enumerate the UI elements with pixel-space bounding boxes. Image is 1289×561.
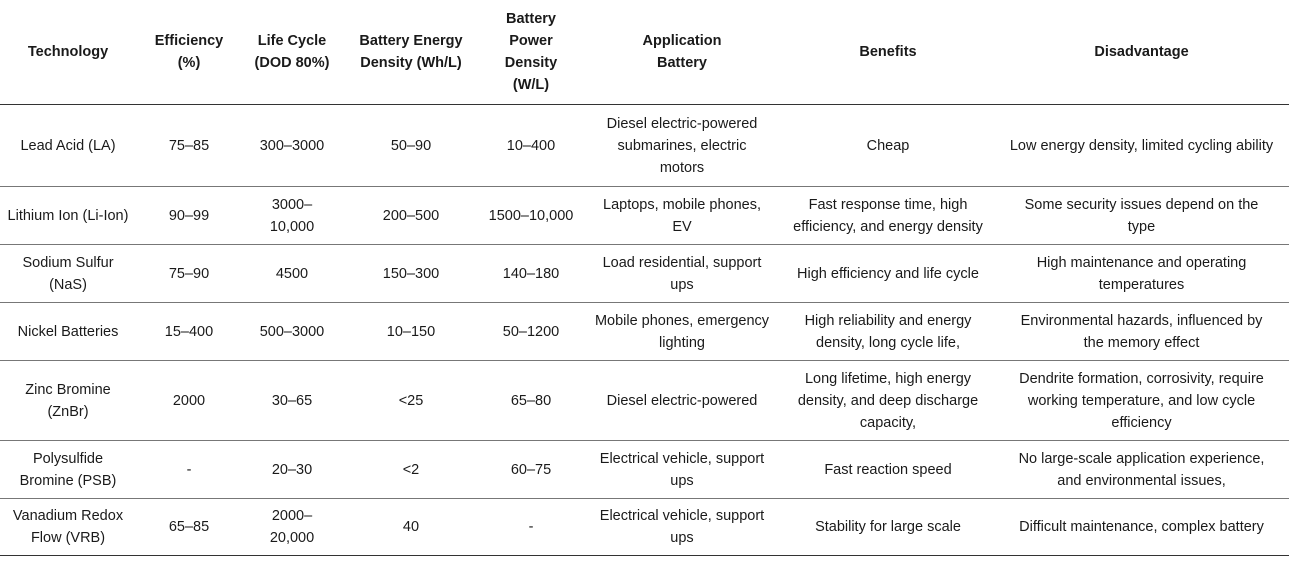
header-line: Battery Energy bbox=[359, 33, 463, 49]
cell-technology bbox=[0, 499, 136, 556]
cell-application bbox=[582, 361, 782, 441]
cell-line: Polysulfide bbox=[32, 450, 104, 467]
cell-line: 1500–10,000 bbox=[488, 207, 574, 224]
cell-line: 10–150 bbox=[386, 323, 436, 340]
cell-line: 40 bbox=[402, 519, 420, 535]
cell-power-density bbox=[480, 303, 582, 361]
cell-line: type bbox=[1127, 218, 1156, 235]
cell-energy-density bbox=[342, 303, 480, 361]
header-line: (W/L) bbox=[512, 77, 550, 93]
cell-line: capacity, bbox=[859, 414, 917, 431]
cell-efficiency bbox=[136, 303, 242, 361]
cell-application bbox=[582, 303, 782, 361]
header-energy-density bbox=[342, 0, 480, 105]
cell-energy-density bbox=[342, 441, 480, 499]
cell-line: - bbox=[186, 461, 192, 478]
cell-line: Fast response time, high bbox=[808, 196, 968, 213]
cell-line: efficiency bbox=[1111, 414, 1172, 431]
cell-line: 65–85 bbox=[168, 519, 210, 535]
header-row bbox=[0, 0, 1289, 105]
table-row bbox=[0, 105, 1289, 187]
cell-efficiency bbox=[136, 187, 242, 245]
table-row bbox=[0, 187, 1289, 245]
cell-benefits bbox=[782, 105, 994, 187]
cell-line: Sodium Sulfur bbox=[22, 254, 114, 271]
cell-line: <25 bbox=[398, 392, 424, 409]
cell-line: EV bbox=[672, 218, 692, 235]
cell-application bbox=[582, 245, 782, 303]
cell-disadvantage bbox=[994, 303, 1289, 361]
cell-efficiency bbox=[136, 499, 242, 556]
cell-line: 60–75 bbox=[510, 461, 552, 478]
cell-power-density bbox=[480, 187, 582, 245]
cell-line: High maintenance and operating bbox=[1036, 254, 1247, 271]
cell-application bbox=[582, 441, 782, 499]
header-line: Battery bbox=[657, 55, 707, 71]
cell-technology bbox=[0, 361, 136, 441]
cell-line: 500–3000 bbox=[259, 323, 325, 340]
cell-line: efficiency, and energy density bbox=[793, 218, 983, 235]
cell-energy-density bbox=[342, 499, 480, 556]
cell-disadvantage bbox=[994, 361, 1289, 441]
cell-line: (NaS) bbox=[49, 276, 87, 293]
cell-life-cycle bbox=[242, 105, 342, 187]
cell-benefits bbox=[782, 361, 994, 441]
table-row bbox=[0, 441, 1289, 499]
cell-application bbox=[582, 105, 782, 187]
header-line: Battery bbox=[506, 11, 556, 27]
cell-benefits bbox=[782, 303, 994, 361]
cell-line: working temperature, and low cycle bbox=[1027, 392, 1256, 409]
cell-line: (ZnBr) bbox=[47, 403, 89, 420]
cell-line: Some security issues depend on the bbox=[1024, 196, 1259, 213]
header-line: Life Cycle bbox=[257, 33, 327, 49]
cell-line: 2000– bbox=[271, 508, 313, 524]
cell-line: 140–180 bbox=[502, 265, 560, 282]
cell-disadvantage bbox=[994, 245, 1289, 303]
cell-line: ups bbox=[670, 472, 694, 489]
cell-benefits bbox=[782, 499, 994, 556]
cell-disadvantage bbox=[994, 105, 1289, 187]
cell-power-density bbox=[480, 361, 582, 441]
cell-line: 2000 bbox=[172, 392, 206, 409]
cell-line: Lead Acid (LA) bbox=[20, 137, 116, 154]
cell-benefits bbox=[782, 187, 994, 245]
header-line: Power bbox=[509, 33, 553, 49]
cell-line: Laptops, mobile phones, bbox=[603, 196, 761, 213]
cell-line: 20,000 bbox=[269, 530, 315, 546]
cell-line: 4500 bbox=[275, 265, 309, 282]
cell-line: Lithium Ion (Li-Ion) bbox=[7, 207, 129, 224]
cell-line: 20–30 bbox=[271, 461, 313, 478]
cell-application bbox=[582, 499, 782, 556]
cell-line: 300–3000 bbox=[259, 137, 325, 154]
table-row bbox=[0, 499, 1289, 556]
table-row bbox=[0, 303, 1289, 361]
cell-line: Dendrite formation, corrosivity, require bbox=[1019, 370, 1264, 387]
cell-line: Zinc Bromine bbox=[25, 381, 111, 398]
table-body bbox=[0, 105, 1289, 556]
header-line: (DOD 80%) bbox=[254, 55, 330, 71]
cell-line: lighting bbox=[659, 334, 705, 351]
cell-life-cycle bbox=[242, 245, 342, 303]
cell-power-density bbox=[480, 105, 582, 187]
cell-line: High reliability and energy bbox=[804, 312, 972, 329]
cell-technology bbox=[0, 245, 136, 303]
table-row bbox=[0, 361, 1289, 441]
cell-benefits bbox=[782, 245, 994, 303]
cell-line: Difficult maintenance, complex battery bbox=[1019, 519, 1264, 535]
cell-line: 15–400 bbox=[164, 323, 214, 340]
cell-line: ups bbox=[670, 530, 694, 546]
cell-line: 30–65 bbox=[271, 392, 313, 409]
cell-line: Mobile phones, emergency bbox=[594, 312, 770, 329]
cell-line: 150–300 bbox=[382, 265, 440, 282]
cell-technology bbox=[0, 105, 136, 187]
cell-efficiency bbox=[136, 441, 242, 499]
cell-line: Electrical vehicle, support bbox=[599, 508, 765, 524]
cell-energy-density bbox=[342, 105, 480, 187]
cell-application bbox=[582, 187, 782, 245]
cell-line: density, long cycle life, bbox=[816, 334, 960, 351]
cell-energy-density bbox=[342, 361, 480, 441]
header-line: Density bbox=[504, 55, 558, 71]
cell-life-cycle bbox=[242, 499, 342, 556]
cell-line: 75–85 bbox=[168, 137, 210, 154]
cell-efficiency bbox=[136, 245, 242, 303]
cell-line: motors bbox=[659, 159, 705, 176]
cell-line: 50–90 bbox=[390, 137, 432, 154]
cell-power-density bbox=[480, 499, 582, 556]
cell-line: the memory effect bbox=[1083, 334, 1200, 351]
cell-line: Long lifetime, high energy bbox=[804, 370, 972, 387]
cell-power-density bbox=[480, 245, 582, 303]
cell-technology bbox=[0, 441, 136, 499]
header-line: Application bbox=[642, 33, 722, 49]
header-application bbox=[582, 0, 782, 105]
cell-line: density, and deep discharge bbox=[797, 392, 979, 409]
cell-line: 10,000 bbox=[269, 218, 315, 235]
cell-line: Stability for large scale bbox=[815, 519, 961, 535]
cell-technology bbox=[0, 187, 136, 245]
header-power-density bbox=[480, 0, 582, 105]
cell-benefits bbox=[782, 441, 994, 499]
header-efficiency bbox=[136, 0, 242, 105]
cell-life-cycle bbox=[242, 303, 342, 361]
cell-energy-density bbox=[342, 245, 480, 303]
cell-line: 3000– bbox=[271, 196, 313, 213]
cell-line: Flow (VRB) bbox=[30, 530, 106, 546]
header-line: Density (Wh/L) bbox=[360, 55, 462, 71]
cell-energy-density bbox=[342, 187, 480, 245]
header-technology bbox=[0, 0, 136, 105]
cell-line: and environmental issues, bbox=[1057, 472, 1226, 489]
cell-disadvantage bbox=[994, 187, 1289, 245]
cell-disadvantage bbox=[994, 499, 1289, 556]
header-life-cycle bbox=[242, 0, 342, 105]
cell-line: 90–99 bbox=[168, 207, 210, 224]
cell-line: Vanadium Redox bbox=[12, 508, 124, 524]
cell-line: Electrical vehicle, support bbox=[599, 450, 765, 467]
cell-efficiency bbox=[136, 105, 242, 187]
cell-line: submarines, electric bbox=[617, 137, 747, 154]
cell-line: 75–90 bbox=[168, 265, 210, 282]
cell-line: Diesel electric-powered bbox=[606, 392, 758, 409]
cell-technology bbox=[0, 303, 136, 361]
cell-life-cycle bbox=[242, 361, 342, 441]
cell-life-cycle bbox=[242, 441, 342, 499]
header-line: Disadvantage bbox=[1094, 44, 1189, 60]
cell-line: ups bbox=[670, 276, 694, 293]
cell-line: 65–80 bbox=[510, 392, 552, 409]
cell-line: Diesel electric-powered bbox=[606, 115, 758, 132]
table-row bbox=[0, 245, 1289, 303]
cell-line: Cheap bbox=[866, 137, 910, 154]
cell-line: temperatures bbox=[1098, 276, 1185, 293]
cell-line: Low energy density, limited cycling ability bbox=[1009, 137, 1274, 154]
header-line: Efficiency bbox=[154, 33, 224, 49]
cell-line: Fast reaction speed bbox=[824, 461, 952, 478]
cell-disadvantage bbox=[994, 441, 1289, 499]
cell-line: <2 bbox=[402, 461, 420, 478]
cell-line: No large-scale application experience, bbox=[1018, 450, 1265, 467]
header-technology-line: Technology bbox=[27, 44, 109, 60]
cell-power-density bbox=[480, 441, 582, 499]
cell-line: - bbox=[528, 519, 534, 535]
cell-line: Load residential, support bbox=[602, 254, 762, 271]
cell-line: 50–1200 bbox=[502, 323, 560, 340]
cell-line: 10–400 bbox=[506, 137, 556, 154]
header-benefits bbox=[782, 0, 994, 105]
cell-life-cycle bbox=[242, 187, 342, 245]
cell-efficiency bbox=[136, 361, 242, 441]
header-disadvantage bbox=[994, 0, 1289, 105]
cell-line: Nickel Batteries bbox=[17, 323, 119, 340]
cell-line: High efficiency and life cycle bbox=[797, 265, 979, 282]
header-line: (%) bbox=[177, 55, 201, 71]
cell-line: 200–500 bbox=[382, 207, 440, 224]
cell-line: Environmental hazards, influenced by bbox=[1020, 312, 1263, 329]
cell-line: Bromine (PSB) bbox=[19, 472, 117, 489]
header-line: Benefits bbox=[859, 44, 917, 60]
